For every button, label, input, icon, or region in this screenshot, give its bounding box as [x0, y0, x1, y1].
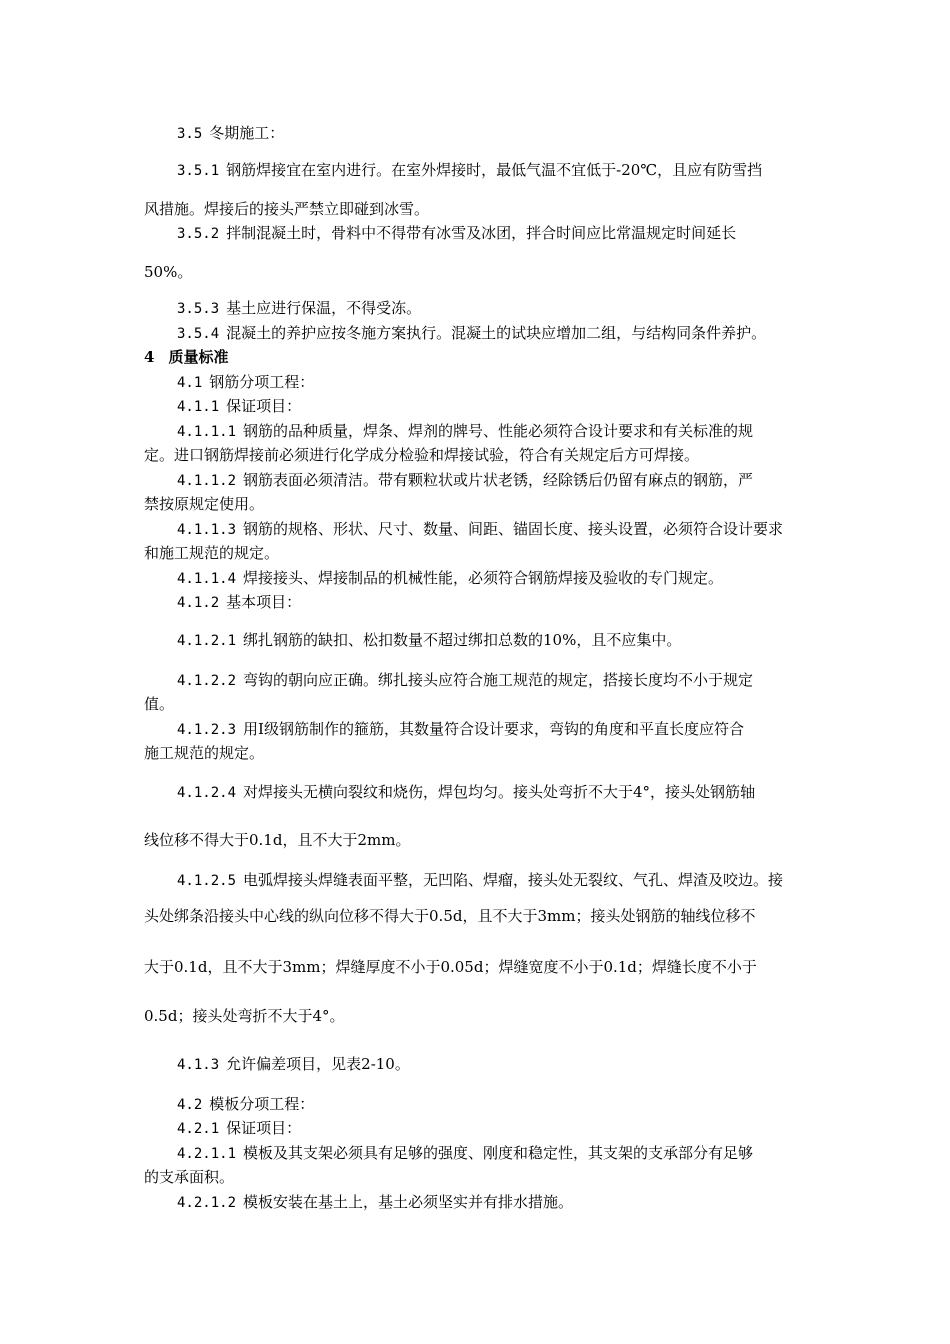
- paragraph-line: 4.1.3 允许偏差项目，见表2-10。: [177, 1055, 410, 1073]
- paragraph-line: 4.2.1.1 模板及其支架必须具有足够的强度、刚度和稳定性，其支架的支承部分有足够: [177, 1144, 754, 1162]
- paragraph-line: 定。进口钢筋焊接前必须进行化学成分检验和焊接试验，符合有关规定后方可焊接。: [144, 446, 700, 464]
- paragraph-line: 的支承面积。: [144, 1168, 235, 1186]
- section-heading: 4.1.2 基本项目：: [177, 593, 302, 611]
- section-heading: 4.1 钢筋分项工程：: [177, 373, 315, 391]
- paragraph-line: 4.2.1.2 模板安装在基土上，基土必须坚实并有排水措施。: [177, 1193, 574, 1211]
- paragraph-line: 3.5.2 拌制混凝土时，骨料中不得带有冰雪及冰团，拌合时间应比常温规定时间延长: [177, 224, 737, 242]
- paragraph-line: 4.1.2.5 电弧焊接头焊缝表面平整，无凹陷、焊瘤，接头处无裂纹、气孔、焊渣及咬边。接: [177, 871, 784, 889]
- section-heading: 4.1.1 保证项目：: [177, 397, 302, 415]
- paragraph-line: 和施工规范的规定。: [144, 544, 280, 562]
- paragraph-line: 3.5.3 基土应进行保温，不得受冻。: [177, 299, 422, 317]
- paragraph-line: 3.5.4 混凝土的养护应按冬施方案执行。混凝土的试块应增加二组，与结构同条件养护。: [177, 324, 767, 342]
- paragraph-line: 4.1.1.1 钢筋的品种质量，焊条、焊剂的牌号、性能必须符合设计要求和有关标准的规: [177, 422, 754, 440]
- paragraph-line: 施工规范的规定。: [144, 744, 265, 762]
- paragraph-line: 4.1.2.4 对焊接头无横向裂纹和烧伤，焊包均匀。接头处弯折不大于4°，接头处钢筋轴: [177, 783, 756, 801]
- paragraph-line: 头处绑条沿接头中心线的纵向位移不得大于0.5d，且不大于3mm；接头处钢筋的轴线位移不: [144, 907, 756, 925]
- paragraph-line: 大于0.1d，且不大于3mm；焊缝厚度不小于0.05d；焊缝宽度不小于0.1d；焊缝长度不小于: [144, 958, 757, 976]
- paragraph-line: 4.1.1.3 钢筋的规格、形状、尺寸、数量、间距、锚固长度、接头设置，必须符合设计要求: [177, 520, 784, 538]
- paragraph-line: 禁按原规定使用。: [144, 495, 265, 513]
- paragraph-line: 4.1.2.2 弯钩的朝向应正确。绑扎接头应符合施工规范的规定，搭接长度均不小于规定: [177, 671, 754, 689]
- section-heading: 4.2.1 保证项目：: [177, 1119, 302, 1137]
- paragraph-line: 0.5d；接头处弯折不大于4°。: [144, 1007, 345, 1025]
- paragraph-line: 风措施。焊接后的接头严禁立即碰到冰雪。: [144, 200, 430, 218]
- paragraph-line: 4.1.2.1 绑扎钢筋的缺扣、松扣数量不超过绑扣总数的10%，且不应集中。: [177, 631, 682, 649]
- paragraph-line: 值。: [144, 695, 175, 713]
- section-heading: 3.5 冬期施工：: [177, 124, 285, 142]
- section-heading: 4.2 模板分项工程：: [177, 1095, 315, 1113]
- paragraph-line: 线位移不得大于0.1d，且不大于2mm。: [144, 831, 411, 849]
- chapter-heading: 4 质量标准: [144, 348, 229, 366]
- paragraph-line: 4.1.1.2 钢筋表面必须清洁。带有颗粒状或片状老锈，经除锈后仍留有麻点的钢筋，严: [177, 471, 754, 489]
- paragraph-line: 3.5.1 钢筋焊接宜在室内进行。在室外焊接时，最低气温不宜低于-20℃，且应有防雪挡: [177, 161, 763, 179]
- paragraph-line: 50%。: [144, 263, 193, 281]
- paragraph-line: 4.1.1.4 焊接接头、焊接制品的机械性能，必须符合钢筋焊接及验收的专门规定。: [177, 569, 724, 587]
- paragraph-line: 4.1.2.3 用Ⅰ级钢筋制作的箍筋，其数量符合设计要求，弯钩的角度和平直长度应符合: [177, 720, 744, 738]
